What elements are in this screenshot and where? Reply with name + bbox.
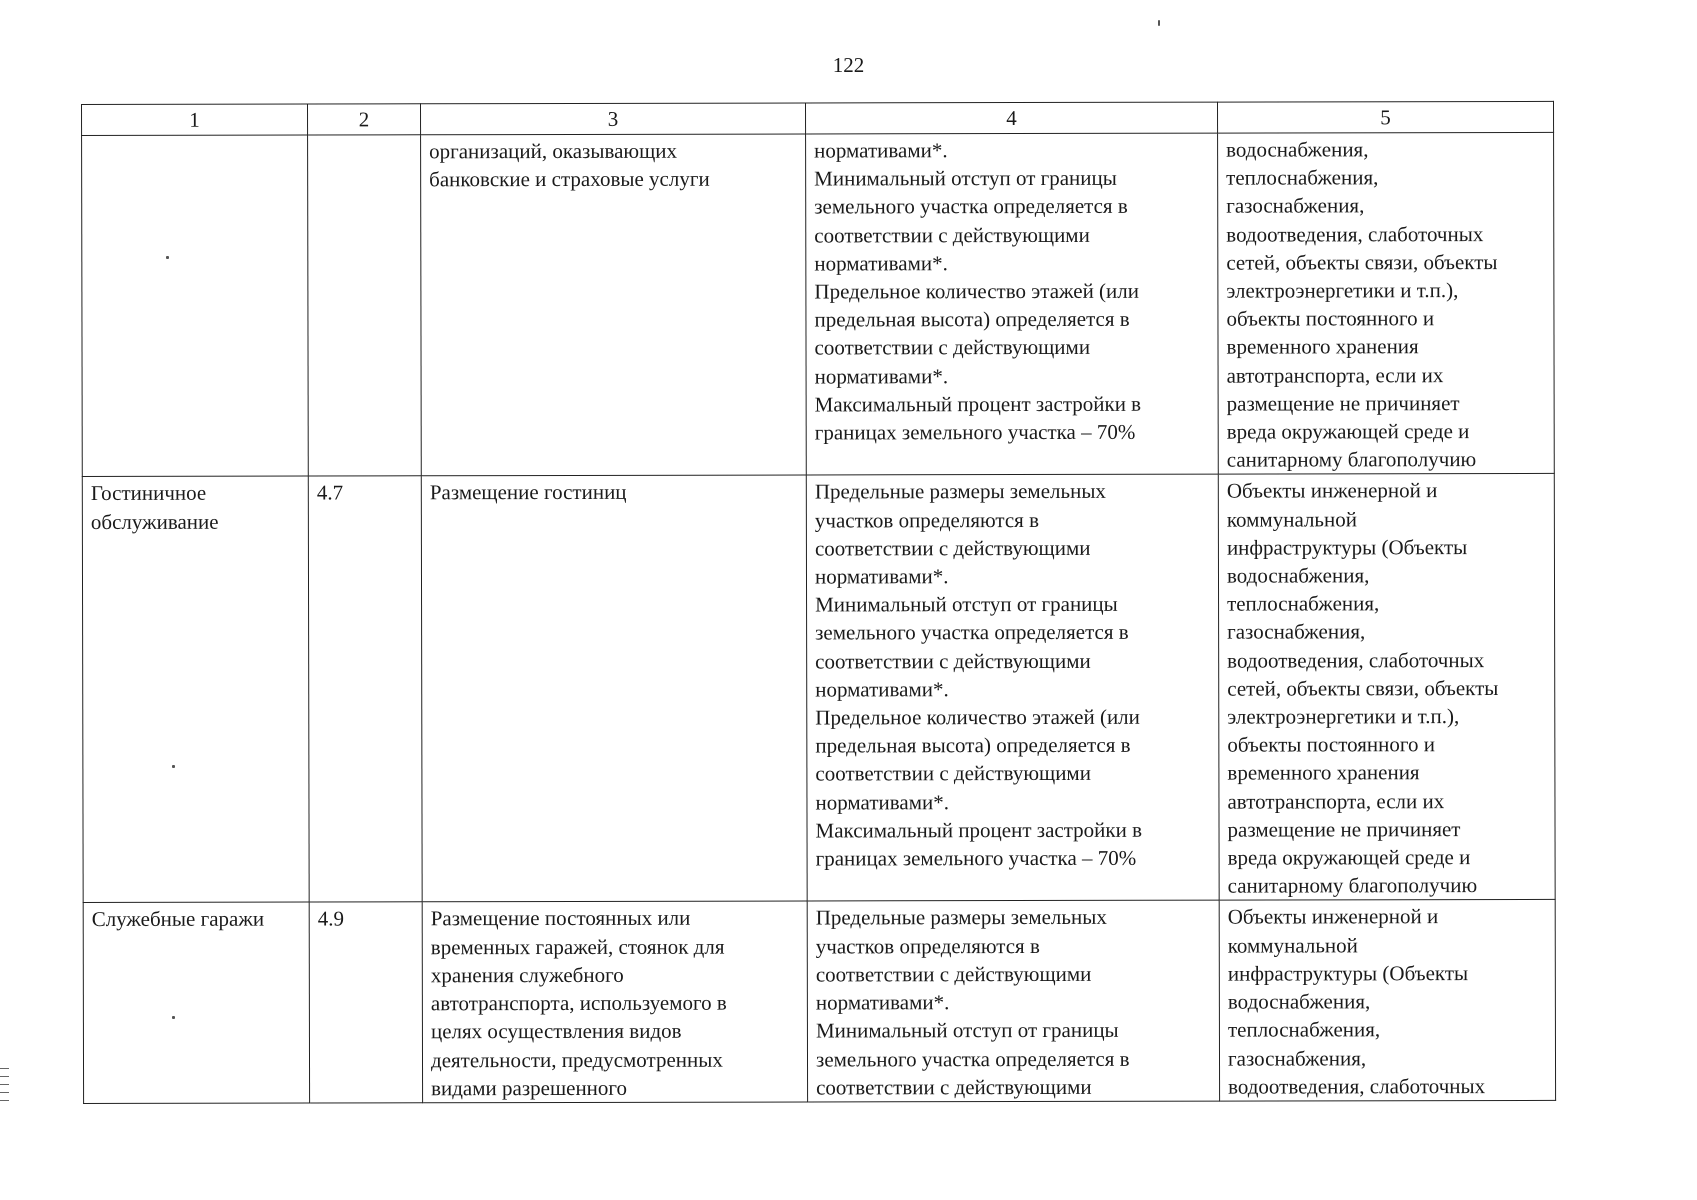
scan-edge-mark [0, 1068, 9, 1069]
parameters-cell [806, 475, 1219, 902]
use-description-text: Размещение гостиниц [429, 480, 627, 505]
scan-speck [172, 1016, 175, 1019]
use-name-cell [82, 476, 309, 903]
parameters-cell [807, 901, 1219, 1102]
parameters-text: Предельные размеры земельных участков определяются в соответствии с действующими нормативами*. Минимальный отступ от границы земельного участка определяется в соответствии с действующими [815, 905, 1130, 1100]
scan-edge-mark [0, 1084, 9, 1085]
table-row [83, 900, 1555, 1104]
use-code-cell [309, 902, 422, 1103]
use-name-text: Гостиничное обслуживание [90, 481, 219, 534]
use-name-text: Служебные гаражи [91, 907, 265, 932]
scan-edge-mark [0, 1076, 9, 1077]
auxiliary-objects-text: Объекты инженерной и коммунальной инфраструктуры (Объекты водоснабжения, теплоснабжения, газоснабжения, водоотведения, слаботочных сетей, объекты связи, объекты электроэнергетики и т.п.), объекты постоянного и временного хранения автотранспорта, если их размещение не причиняет вреда окружающей среде и санитарному благополучию [1226, 478, 1499, 898]
use-name-cell [83, 903, 309, 1104]
use-code-cell [308, 135, 422, 477]
column-header-4: 4 [805, 102, 1217, 134]
scan-speck [172, 765, 175, 768]
column-header-3: 3 [421, 103, 806, 135]
auxiliary-objects-text: Объекты инженерной и коммунальной инфраструктуры (Объекты водоснабжения, теплоснабжения, газоснабжения, водоотведения, слаботочных [1227, 904, 1486, 1099]
scan-speck [166, 256, 169, 259]
use-code-text: 4.7 [316, 480, 344, 505]
use-description-text: Размещение постоянных или временных гаражей, стоянок для хранения служебного автотранспорта, используемого в целях осуществления видов деятельности, предусмотренных видами разрешенного [430, 906, 727, 1100]
land-use-table [81, 101, 1556, 1104]
auxiliary-objects-cell [1219, 900, 1555, 1101]
column-header-1: 1 [82, 104, 308, 135]
table-header-row [82, 101, 1554, 135]
use-description-cell [421, 134, 807, 476]
parameters-text: Предельные размеры земельных участков определяются в соответствии с действующими нормативами*. Минимальный отступ от границы земельного участка определяется в соответствии с действующими нормативами*. Предельное количество этажей (или предельная высота) определяется в соответствии с действующими нормативами*. Максимальный процент застройки в границах земельного участка – 70% [814, 479, 1143, 871]
scan-edge-mark [0, 1100, 9, 1101]
use-description-text: организаций, оказывающих банковские и страховые услуги [429, 138, 710, 192]
use-code-text: 4.9 [317, 906, 344, 931]
auxiliary-objects-cell [1218, 474, 1555, 901]
scan-speck [1158, 20, 1160, 26]
use-description-cell [421, 475, 807, 902]
auxiliary-objects-cell [1218, 132, 1555, 474]
column-header-2: 2 [308, 104, 421, 135]
table-row [82, 474, 1555, 903]
auxiliary-objects-text: водоснабжения, теплоснабжения, газоснабжения, водоотведения, слаботочных сетей, объекты связи, объекты электроэнергетики и т.п.), объекты постоянного и временного хранения автотранспорта, если их размещение не причиняет вреда окружающей среде и санитарному благополучию [1226, 137, 1498, 472]
parameters-text: нормативами*. Минимальный отступ от границы земельного участка определяется в соответствии с действующими нормативами*. Предельное количество этажей (или предельная высота) определяется в соответствии с действующими нормативами*. Максимальный процент застройки в границах земельного участка – 70% [814, 138, 1142, 445]
use-name-cell [82, 135, 309, 477]
table-row [82, 132, 1555, 477]
column-header-5: 5 [1217, 101, 1553, 133]
scan-edge-mark [0, 1092, 9, 1093]
page-number: 122 [832, 53, 865, 77]
use-code-cell [308, 476, 422, 902]
use-description-cell [422, 901, 807, 1102]
parameters-cell [806, 133, 1219, 475]
